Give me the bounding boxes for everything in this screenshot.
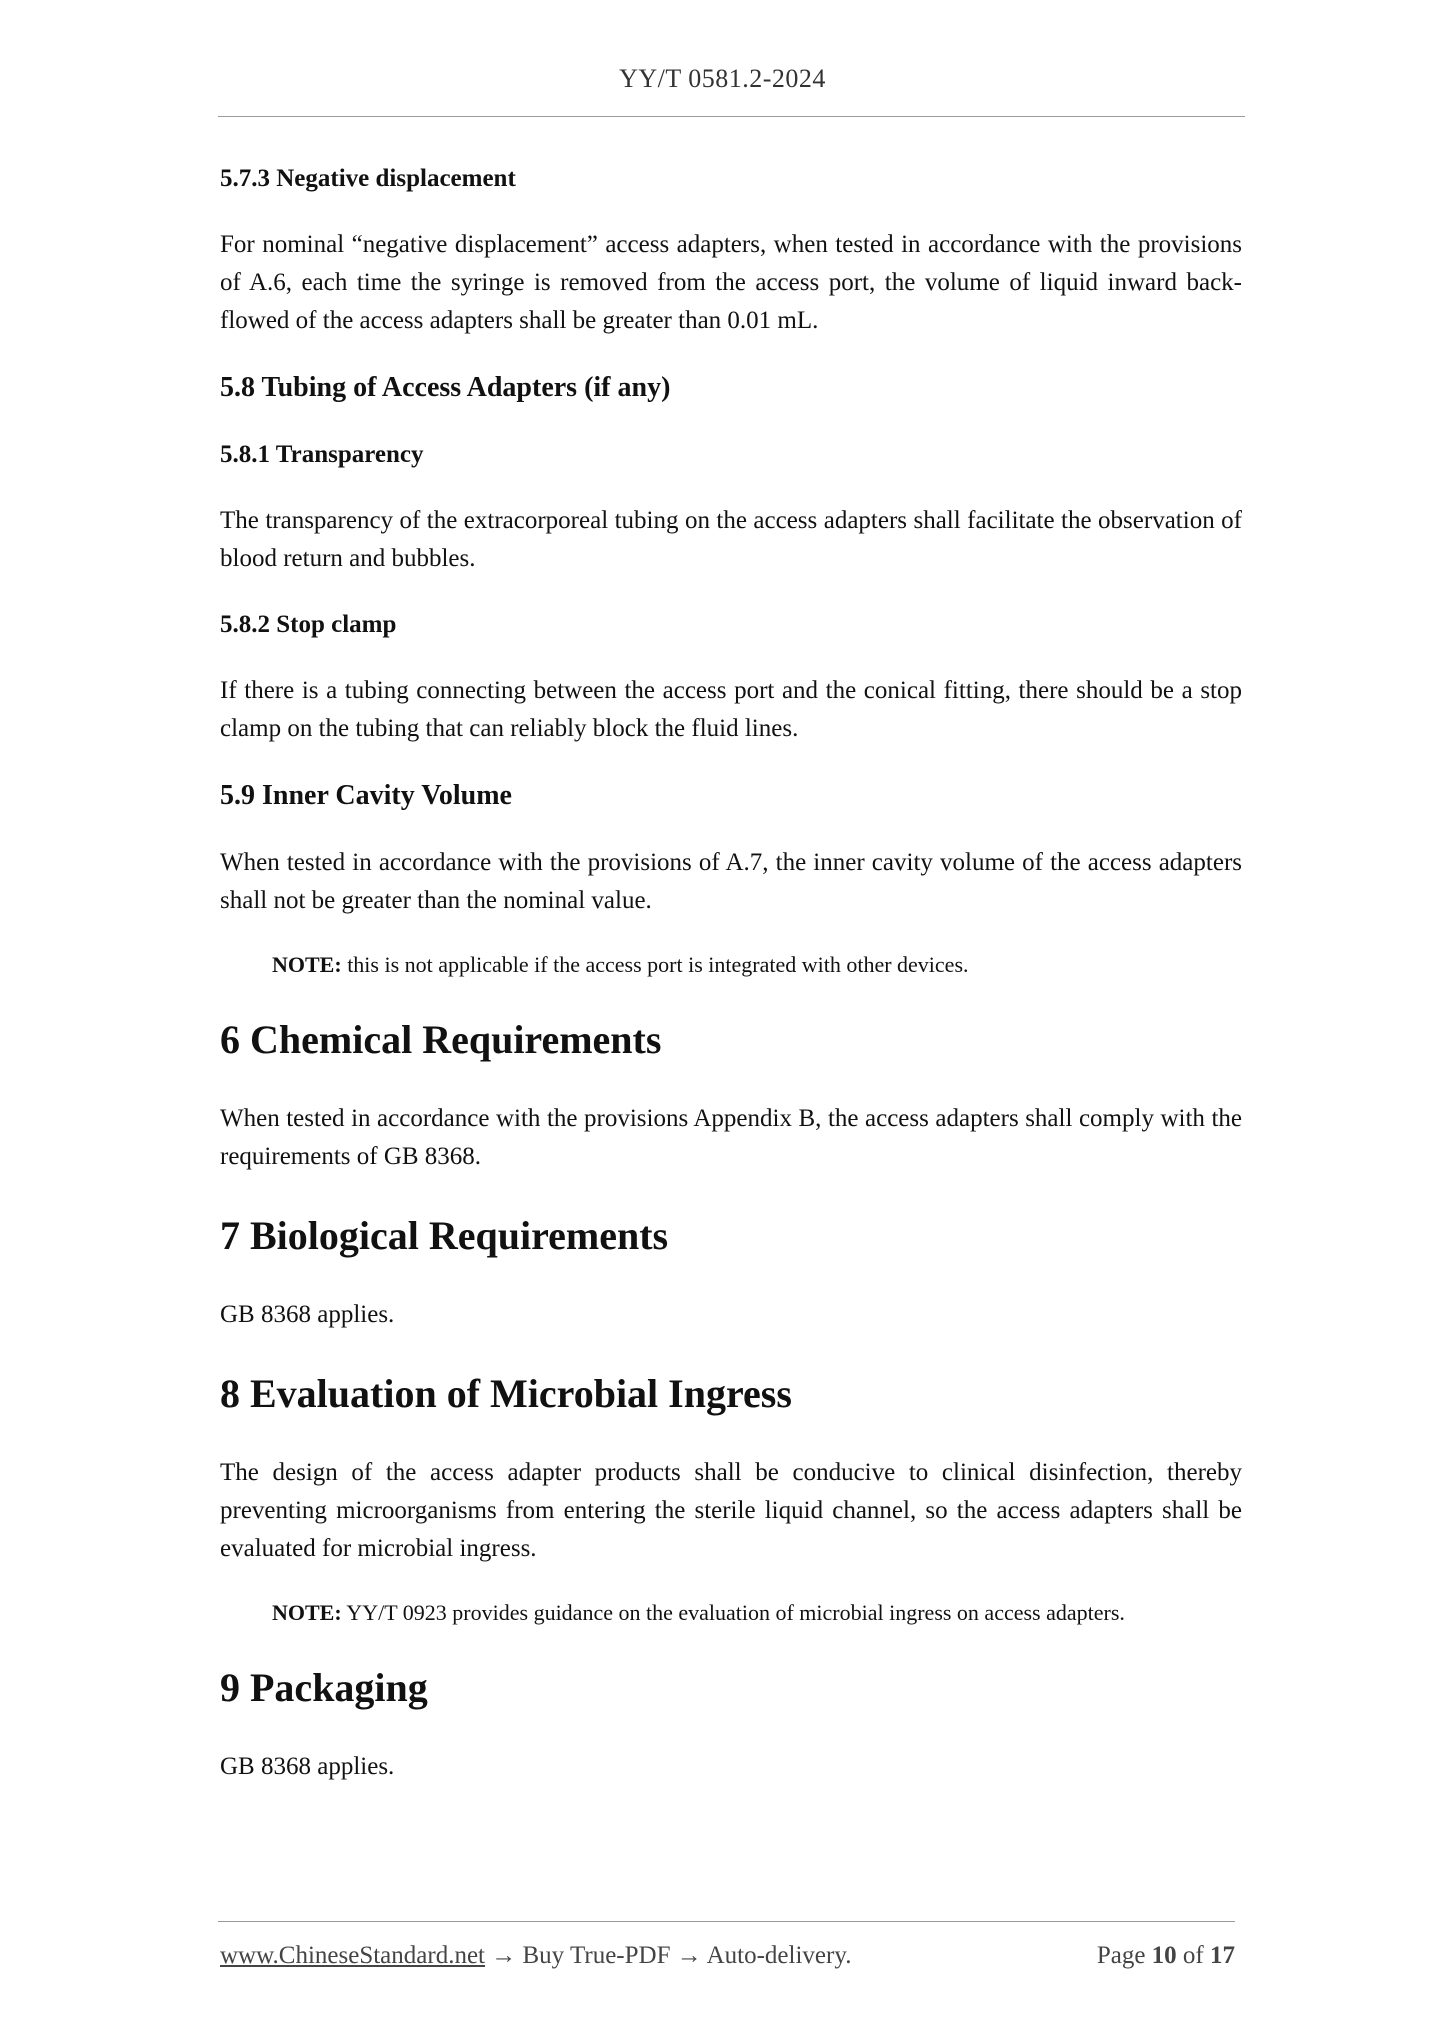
page-of: of xyxy=(1176,1942,1210,1969)
website-link[interactable]: www.ChineseStandard.net xyxy=(220,1942,485,1969)
paragraph-5-8-2: If there is a tubing connecting between the access port and the conical fitting, there should be a stop clamp on the tubing that can reliably block the fluid lines. xyxy=(220,677,1242,742)
page-number xyxy=(1097,1942,1235,1970)
note-5-9 xyxy=(272,948,1242,982)
paragraph-6: When tested in accordance with the provisions Appendix B, the access adapters shall comply with the requirements of GB 8368. xyxy=(220,1105,1242,1170)
heading-5-8: 5.8 Tubing of Access Adapters (if any) xyxy=(220,372,671,403)
page-footer xyxy=(220,1942,1235,1970)
heading-9: 9 Packaging xyxy=(220,1665,428,1710)
header-divider xyxy=(218,116,1245,117)
note-8 xyxy=(272,1596,1242,1630)
heading-8: 8 Evaluation of Microbial Ingress xyxy=(220,1371,792,1416)
heading-5-8-1: 5.8.1 Transparency xyxy=(220,441,424,468)
page-total: 17 xyxy=(1210,1942,1235,1969)
note-text: this is not applicable if the access port is integrated with other devices. xyxy=(341,952,969,977)
page-label: Page xyxy=(1096,1942,1152,1969)
paragraph-8: The design of the access adapter products shall be conducive to clinical disinfection, thereby preventing microorganisms from entering the sterile liquid channel, so the access adapters shall be evaluated for microbial ingress. xyxy=(220,1459,1242,1562)
paragraph-7: GB 8368 applies. xyxy=(220,1301,395,1328)
standard-code-header: YY/T 0581.2-2024 xyxy=(619,64,826,93)
footer-tagline: → Buy True-PDF → Auto-delivery. xyxy=(485,1942,852,1969)
page-content xyxy=(220,160,1242,1786)
paragraph-5-8-1: The transparency of the extracorporeal tubing on the access adapters shall facilitate the observation of blood return and bubbles. xyxy=(220,507,1242,572)
note-label: NOTE: xyxy=(272,952,342,977)
heading-7: 7 Biological Requirements xyxy=(220,1213,669,1258)
heading-5-9: 5.9 Inner Cavity Volume xyxy=(220,780,512,811)
page-current: 10 xyxy=(1151,1942,1177,1969)
paragraph-5-9: When tested in accordance with the provisions of A.7, the inner cavity volume of the access adapters shall not be greater than the nominal value. xyxy=(220,849,1242,914)
paragraph-9: GB 8368 applies. xyxy=(220,1753,395,1780)
heading-6: 6 Chemical Requirements xyxy=(220,1017,662,1062)
heading-5-8-2: 5.8.2 Stop clamp xyxy=(220,611,397,638)
footer-left xyxy=(220,1942,851,1970)
note-label: NOTE: xyxy=(272,1600,342,1625)
paragraph-5-7-3: For nominal “negative displacement” access adapters, when tested in accordance with the provisions of A.6, each time the syringe is removed from the access port, the volume of liquid inward back-flowed of the access adapters shall be greater than 0.01 mL. xyxy=(220,231,1242,334)
footer-divider xyxy=(218,1921,1235,1922)
heading-5-7-3: 5.7.3 Negative displacement xyxy=(220,165,516,192)
note-text: YY/T 0923 provides guidance on the evaluation of microbial ingress on access adapters. xyxy=(341,1600,1125,1625)
